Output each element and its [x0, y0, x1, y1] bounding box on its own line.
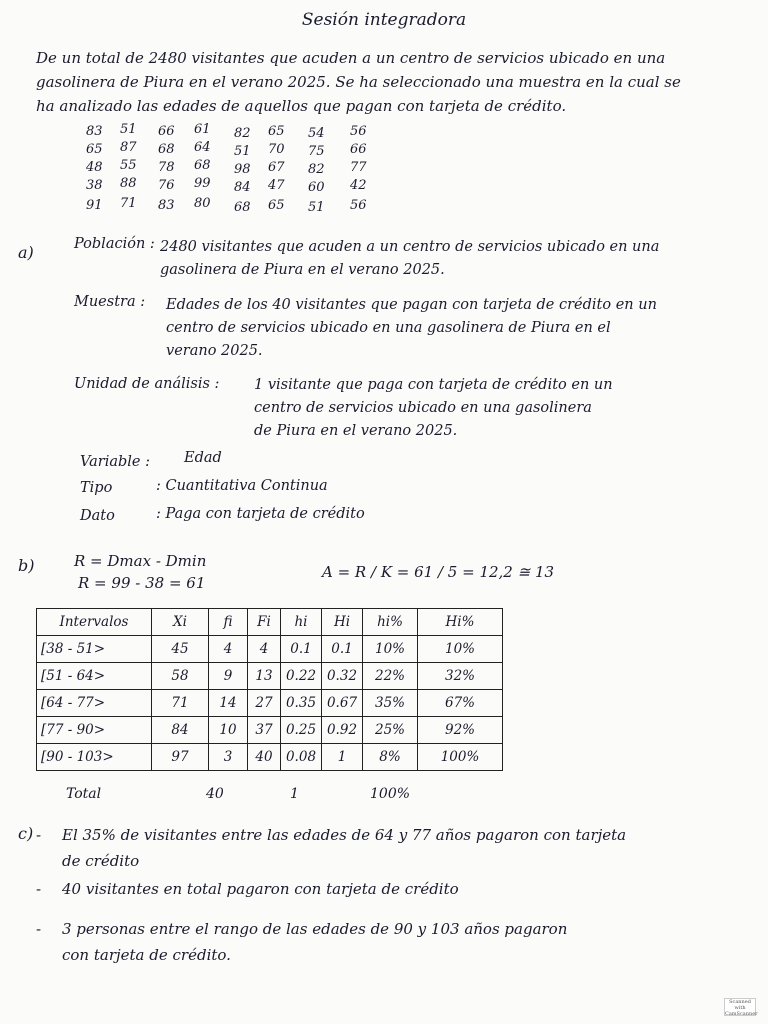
- dato-value: : Paga con tarjeta de crédito: [156, 506, 365, 522]
- intro-paragraph: [36, 46, 736, 118]
- poblacion-line: gasolinera de Piura en el verano 2025.: [160, 262, 445, 278]
- raw-data-value: 61: [194, 122, 211, 137]
- table-cell: 13: [248, 663, 281, 690]
- dato-key: Dato: [80, 508, 115, 524]
- table-cell: 0.32: [322, 663, 363, 690]
- scanner-watermark: Scanned with CamScanner: [725, 999, 758, 1017]
- table-cell: [77 - 90>: [37, 717, 152, 744]
- raw-data-value: 66: [350, 142, 367, 157]
- raw-data-value: 48: [86, 160, 103, 175]
- total-fi: 40: [206, 786, 224, 802]
- raw-data-value: 82: [308, 162, 325, 177]
- raw-data-value: 83: [86, 124, 103, 139]
- table-row: [37, 717, 503, 744]
- table-cell: 100%: [418, 744, 503, 771]
- raw-data-value: 80: [194, 196, 211, 211]
- table-cell: 0.08: [281, 744, 322, 771]
- table-cell: 1: [322, 744, 363, 771]
- conclusion-line: El 35% de visitantes entre las edades de 64 y 77 años pagaron con tarjeta: [62, 826, 627, 844]
- raw-data-value: 56: [350, 198, 367, 213]
- raw-data-value: 65: [268, 198, 285, 213]
- section-a-label: a): [18, 243, 34, 262]
- header-hi: hi: [281, 609, 322, 636]
- table-cell: 58: [152, 663, 209, 690]
- raw-data-value: 67: [268, 160, 285, 175]
- table-header-row: [37, 609, 503, 636]
- raw-data-value: 68: [234, 200, 251, 215]
- table-cell: 4: [209, 636, 248, 663]
- unidad-line: centro de servicios ubicado en una gasolinera: [254, 400, 592, 416]
- document-page: Sesión integradora De un total de 2480 visitantes que acuden a un centro de servicios ubicado en una gasolinera de Piura en el verano 2025. Se ha seleccionado una muestra en la cual se ha analizado las edades de aquellos que pagan con tarjeta de crédito. 83 51 66 61 82 65 54 56 65 87 68 64 51 70 75 66 48 55 78 68 98 67 82 77 38 88 76 99 84 47 60 42 91 71 83 80 68 65 51 56 a) Población : 2480 visitantes que acuden a un centro de servicios ubicado en una gasolinera de Piura en el verano 2025. Muestra : Edades de los 40 visitantes que pagan con tarjeta de crédito en un centro de servicios ubicado en una gasolinera de Piura en el verano 2025. Unidad de análisis : 1 visitante que paga con tarjeta de crédito en un centro de servicios ubicado en una gasolinera de Piura en el verano 2025. Variable : Edad Tipo : Cuantitativa Continua Dato : Paga con tarjeta de crédito b) R = Dmax - Dmin R = 99 - 38 = 61 A = R / K = 61 / 5 = 12,2 ≅ 13 Intervalos Xi fi Fi hi Hi hi% Hi% [38 - 51> 45 4 4 0.1 0.1 10% 10% [51 - 64> 58 9 13 0.22 0.32 22% 32% [64 - 77> 71 14 27 0.35 0.67 35% 67% [77 - 90> 84 10 37 0.25 0.92 25% 92% [90 - 103> 97 3 40 0.08 1 8% 100% Total 40 1 100% c) - El 35% de visitantes entre las edades de 64 y 77 años pagaron con tarjeta de crédito - 40 visitantes en total pagaron con tarjeta de crédito - 3 personas entre el rango de las edades de 90 y 103 años pagaron con tarjeta de crédito. Scanned with CamScanner: [0, 0, 768, 1024]
- total-hi-percent: 100%: [370, 786, 411, 802]
- table-row: [37, 690, 503, 717]
- table-row: [37, 636, 503, 663]
- muestra-line: verano 2025.: [166, 343, 263, 359]
- total-label: Total: [66, 786, 102, 802]
- table-cell: 9: [209, 663, 248, 690]
- tipo-value: : Cuantitativa Continua: [156, 478, 328, 494]
- table-cell: 92%: [418, 717, 503, 744]
- raw-data-value: 54: [308, 126, 325, 141]
- table-cell: 0.1: [281, 636, 322, 663]
- table-cell: 67%: [418, 690, 503, 717]
- raw-data-value: 65: [86, 142, 103, 157]
- raw-data-value: 71: [120, 196, 137, 211]
- raw-data-value: 65: [268, 124, 285, 139]
- table-cell: [38 - 51>: [37, 636, 152, 663]
- raw-data-value: 38: [86, 178, 103, 193]
- table-row: [37, 663, 503, 690]
- table-cell: 10: [209, 717, 248, 744]
- conclusion-line: 3 personas entre el rango de las edades de 90 y 103 años pagaron: [62, 920, 568, 938]
- raw-data-value: 88: [120, 176, 137, 191]
- table-cell: 45: [152, 636, 209, 663]
- raw-data-value: 82: [234, 126, 251, 141]
- table-cell: 27: [248, 690, 281, 717]
- table-cell: 3: [209, 744, 248, 771]
- raw-data-value: 99: [194, 176, 211, 191]
- table-cell: 0.25: [281, 717, 322, 744]
- raw-data-value: 75: [308, 144, 325, 159]
- raw-data-value: 87: [120, 140, 137, 155]
- tipo-key: Tipo: [80, 480, 113, 496]
- muestra-line: centro de servicios ubicado en una gasolinera de Piura en el: [166, 320, 611, 336]
- header-Fi: Fi: [248, 609, 281, 636]
- raw-data-value: 56: [350, 124, 367, 139]
- table-cell: 35%: [363, 690, 418, 717]
- raw-data-value: 64: [194, 140, 211, 155]
- raw-data-value: 78: [158, 160, 175, 175]
- raw-data-value: 77: [350, 160, 367, 175]
- table-row: [37, 744, 503, 771]
- section-b-label: b): [18, 556, 35, 575]
- raw-data-value: 51: [120, 122, 137, 137]
- intro-line: ha analizado las edades de aquellos que pagan con tarjeta de crédito.: [36, 97, 567, 115]
- table-cell: 0.92: [322, 717, 363, 744]
- unidad-line: 1 visitante que paga con tarjeta de crédito en un: [254, 377, 613, 393]
- unidad-key: Unidad de análisis :: [74, 376, 220, 392]
- conclusion-line: de crédito: [62, 852, 140, 870]
- table-cell: 97: [152, 744, 209, 771]
- poblacion-key: Población :: [74, 236, 155, 252]
- raw-data-value: 91: [86, 198, 103, 213]
- raw-data-value: 76: [158, 178, 175, 193]
- table-cell: 0.67: [322, 690, 363, 717]
- header-xi: Xi: [152, 609, 209, 636]
- intro-line: De un total de 2480 visitantes que acuden a un centro de servicios ubicado en una: [36, 49, 666, 67]
- raw-data-value: 51: [234, 144, 251, 159]
- section-c-label: c): [18, 824, 34, 843]
- total-hi: 1: [290, 786, 299, 802]
- raw-data-value: 51: [308, 200, 325, 215]
- header-Hi: Hi: [322, 609, 363, 636]
- poblacion-line: 2480 visitantes que acuden a un centro de servicios ubicado en una: [160, 239, 660, 255]
- variable-value: Edad: [184, 450, 222, 466]
- range-formula: R = Dmax - Dmin: [74, 552, 207, 570]
- table-cell: 10%: [418, 636, 503, 663]
- amplitude-formula: A = R / K = 61 / 5 = 12,2 ≅ 13: [322, 563, 555, 581]
- raw-data-value: 60: [308, 180, 325, 195]
- raw-data-value: 42: [350, 178, 367, 193]
- raw-data-value: 66: [158, 124, 175, 139]
- muestra-key: Muestra :: [74, 294, 146, 310]
- raw-data-value: 70: [268, 142, 285, 157]
- variable-key: Variable :: [80, 454, 150, 470]
- raw-data-value: 55: [120, 158, 137, 173]
- table-cell: 10%: [363, 636, 418, 663]
- table-cell: 0.35: [281, 690, 322, 717]
- header-hi-percent: hi%: [363, 609, 418, 636]
- muestra-line: Edades de los 40 visitantes que pagan con tarjeta de crédito en un: [166, 297, 657, 313]
- header-fi: fi: [209, 609, 248, 636]
- intro-line: gasolinera de Piura en el verano 2025. Se ha seleccionado una muestra en la cual se: [36, 73, 681, 91]
- header-intervalos: Intervalos: [37, 609, 152, 636]
- table-cell: 71: [152, 690, 209, 717]
- table-cell: 14: [209, 690, 248, 717]
- table-cell: [90 - 103>: [37, 744, 152, 771]
- table-cell: 0.22: [281, 663, 322, 690]
- raw-data-value: 47: [268, 178, 285, 193]
- raw-data-value: 83: [158, 198, 175, 213]
- raw-data-value: 68: [158, 142, 175, 157]
- page-title: Sesión integradora: [301, 10, 467, 30]
- table-cell: 0.1: [322, 636, 363, 663]
- header-Hi-percent: Hi%: [418, 609, 503, 636]
- raw-data-value: 68: [194, 158, 211, 173]
- frequency-table: [36, 608, 503, 771]
- range-calculation: R = 99 - 38 = 61: [78, 574, 206, 592]
- unidad-line: de Piura en el verano 2025.: [254, 423, 458, 439]
- table-cell: [51 - 64>: [37, 663, 152, 690]
- table-cell: 8%: [363, 744, 418, 771]
- table-cell: 84: [152, 717, 209, 744]
- conclusion-line: 40 visitantes en total pagaron con tarjeta de crédito: [62, 880, 459, 898]
- table-cell: 37: [248, 717, 281, 744]
- raw-data-value: 84: [234, 180, 251, 195]
- table-cell: 32%: [418, 663, 503, 690]
- table-cell: 25%: [363, 717, 418, 744]
- raw-data-value: 98: [234, 162, 251, 177]
- table-cell: 40: [248, 744, 281, 771]
- table-cell: 4: [248, 636, 281, 663]
- table-cell: [64 - 77>: [37, 690, 152, 717]
- table-cell: 22%: [363, 663, 418, 690]
- conclusion-line: con tarjeta de crédito.: [62, 946, 231, 964]
